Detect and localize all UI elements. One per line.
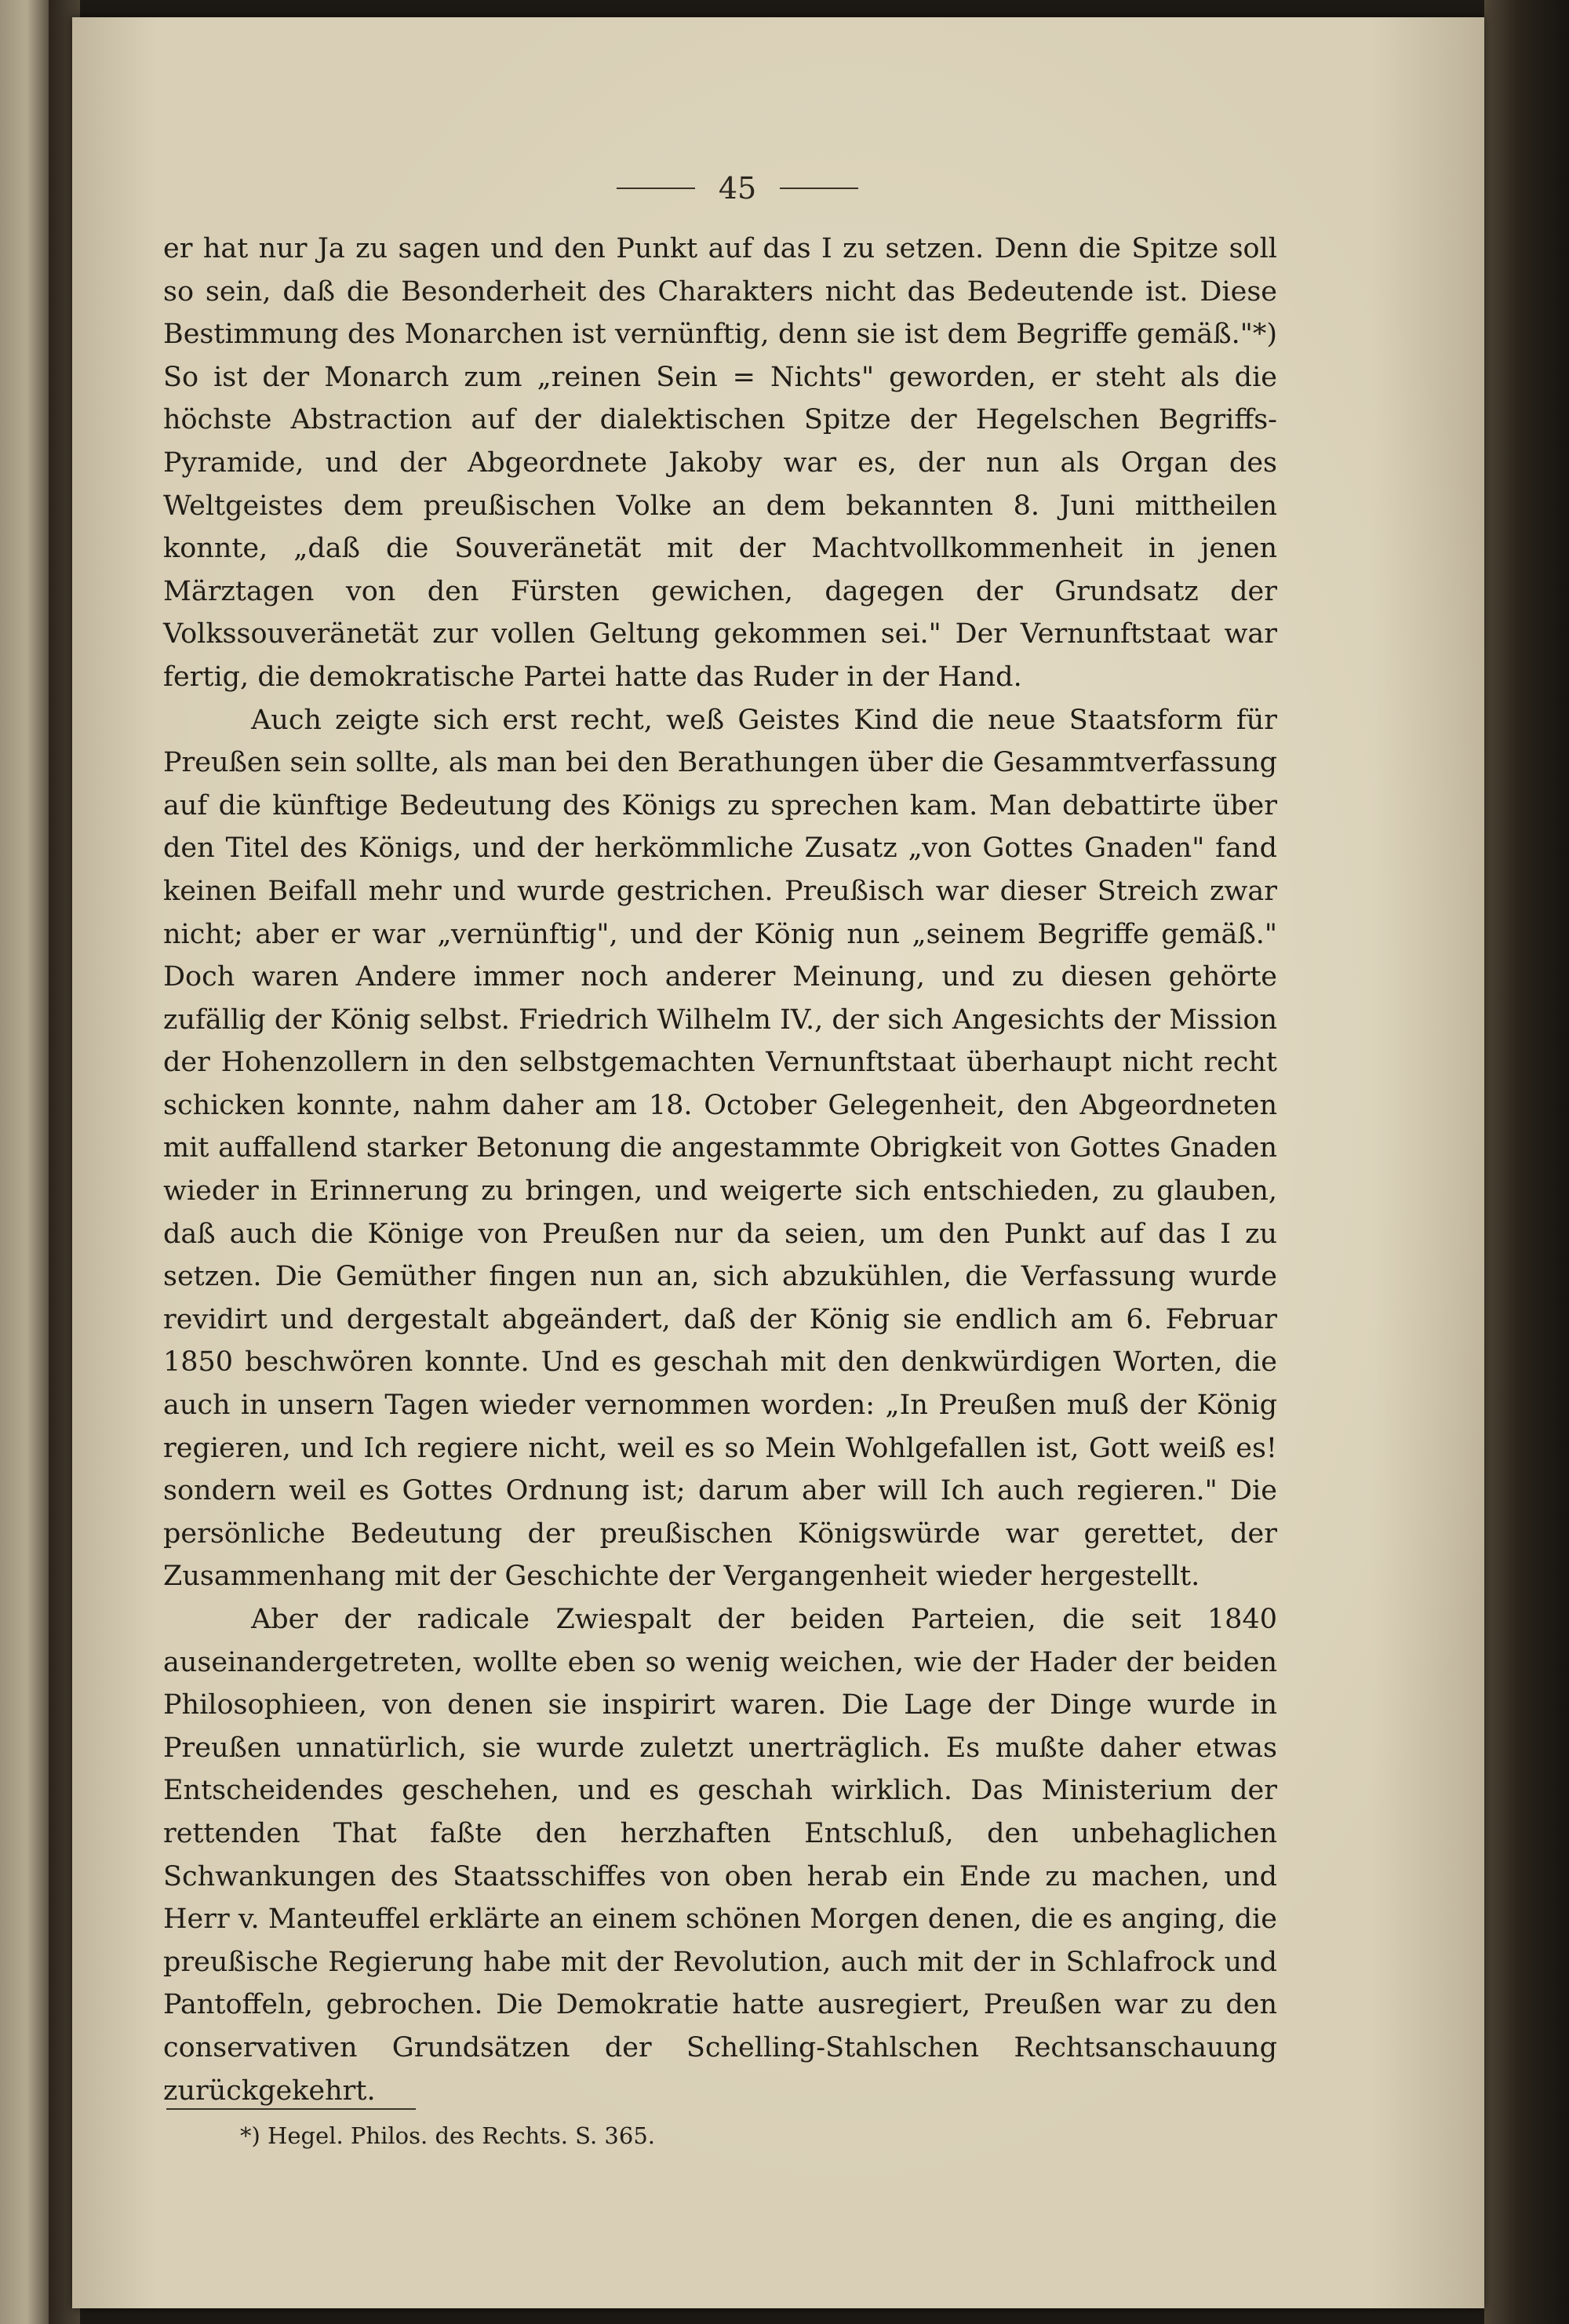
footnote: *) Hegel. Philos. des Rechts. S. 365.: [240, 2122, 655, 2149]
paragraph: er hat nur Ja zu sagen und den Punkt auf das I zu setzen. Denn die Spitze soll so sein, daß die Besonderheit des Charakters nicht das Bedeutende ist. Diese Bestimmung des Monarchen ist vernünftig, denn sie ist dem Begriffe gemäß."*) So ist der Monarch zum „reinen Sein = Nichts" geworden, er steht als die höchste Abstraction auf der dialektischen Spitze der Hegelschen Begriffs-Pyramide, und der Abgeordnete Jakoby war es, der nun als Organ des Weltgeistes dem preußischen Volke an dem bekannten 8. Juni mittheilen konnte, „daß die Souveränetät mit der Machtvollkommenheit in jenen Märztagen von den Fürsten gewichen, dagegen der Grundsatz der Volkssouveränetät zur vollen Geltung gekommen sei." Der Vernunftstaat war fertig, die demokratische Partei hatte das Ruder in der Hand.: [163, 233, 1277, 693]
body-text: [163, 228, 1277, 2112]
footnote-rule: [166, 2108, 416, 2110]
header-rule-right: [780, 188, 858, 189]
previous-page-edge: [0, 0, 49, 2324]
paragraph: Auch zeigte sich erst recht, weß Geistes Kind die neue Staatsform für Preußen sein sollte, als man bei den Berathungen über die Gesammtverfassung auf die künftige Bedeutung des Königs zu sprechen kam. Man debattirte über den Titel des Königs, und der herkömmliche Zusatz „von Gottes Gnaden" fand keinen Beifall mehr und wurde gestrichen. Preußisch war dieser Streich zwar nicht; aber er war „vernünftig", und der König nun „seinem Begriffe gemäß." Doch waren Andere immer noch anderer Meinung, und zu diesen gehörte zufällig der König selbst. Friedrich Wilhelm IV., der sich Angesichts der Mission der Hohenzollern in den selbstgemachten Vernunftstaat überhaupt nicht recht schicken konnte, nahm daher am 18. October Gelegenheit, den Abgeordneten mit auffallend starker Betonung die angestammte Obrigkeit von Gottes Gnaden wieder in Erinnerung zu bringen, und weigerte sich entschieden, zu glauben, daß auch die Könige von Preußen nur da seien, um den Punkt auf das I zu setzen. Die Gemüther fingen nun an, sich abzukühlen, die Verfassung wurde revidirt und dergestalt abgeändert, daß der König sie endlich am 6. Februar 1850 beschwören konnte. Und es geschah mit den denkwürdigen Worten, die auch in unsern Tagen wieder vernommen worden: „In Preußen muß der König regieren, und Ich regiere nicht, weil es so Mein Wohlgefallen ist, Gott weiß es! sondern weil es Gottes Ordnung ist; darum aber will Ich auch regieren." Die persönliche Bedeutung der preußischen Königswürde war gerettet, der Zusammenhang mit der Geschichte der Vergangenheit wieder hergestellt.: [163, 704, 1277, 1593]
page-number: 45: [718, 171, 757, 206]
right-page-edge: [1484, 0, 1569, 2324]
page-header: [486, 165, 988, 212]
header-rule-left: [617, 188, 695, 189]
paragraph: Aber der radicale Zwiespalt der beiden Parteien, die seit 1840 auseinandergetreten, wollte eben so wenig weichen, wie der Hader der beiden Philosophieen, von denen sie inspirirt waren. Die Lage der Dinge wurde in Preußen unnatürlich, sie wurde zuletzt unerträglich. Es mußte daher etwas Entscheidendes geschehen, und es geschah wirklich. Das Ministerium der rettenden That faßte den herzhaften Entschluß, den unbehaglichen Schwankungen des Staatsschiffes von oben herab ein Ende zu machen, und Herr v. Manteuffel erklärte an einem schönen Morgen denen, die es anging, die preußische Regierung habe mit der Revolution, auch mit der in Schlafrock und Pantoffeln, gebrochen. Die Demokratie hatte ausregiert, Preußen war zu den conservativen Grundsätzen der Schelling-Stahlschen Rechtsanschauung zurückgekehrt.: [163, 1604, 1277, 2107]
